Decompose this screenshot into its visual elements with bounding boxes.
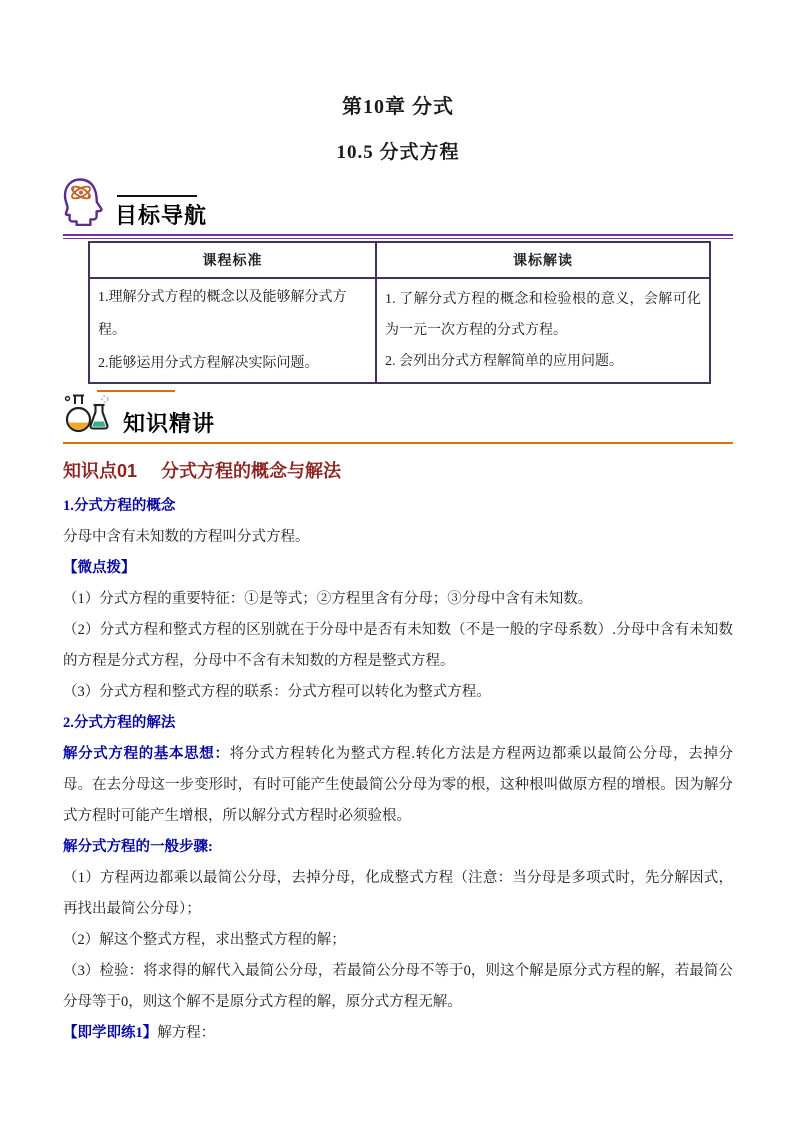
tip-item: （1）分式方程的重要特征：①是等式；②方程里含有分母；③分母中含有未知数。 <box>63 591 593 607</box>
step-item: （3）检验：将求得的解代入最简公分母，若最简公分母不等于0，则这个解是原分式方程的解，若最简公分母等于0，则这个解不是原分式方程的解，原分式方程无解。 <box>63 963 733 1010</box>
standards-cell <box>89 278 376 383</box>
goals-col-interpretation-header: 课标解读 <box>376 242 710 278</box>
goals-table <box>88 241 711 384</box>
banner-overline <box>117 195 197 197</box>
orange-divider <box>63 442 733 444</box>
banner-overline-orange <box>97 390 175 392</box>
purple-divider <box>63 234 733 239</box>
goals-banner-title: 目标导航 <box>115 203 208 228</box>
goals-banner <box>63 178 733 239</box>
knowledge-content <box>63 491 733 1049</box>
step-item: （2）解这个整式方程，求出整式方程的解； <box>63 932 346 948</box>
knowledge-point-title: 分式方程的概念与解法 <box>161 461 342 481</box>
knowledge-banner-title: 知识精讲 <box>123 411 216 436</box>
section-title: 10.5 分式方程 <box>336 142 460 163</box>
concept-heading: 1.分式方程的概念 <box>63 498 176 514</box>
method-heading: 2.分式方程的解法 <box>63 715 176 731</box>
tip-item: （2）分式方程和整式方程的区别就在于分母中是否有未知数（不是一般的字母系数）.分母中含有未知数的方程是分式方程，分母中不含有未知数的方程是整式方程。 <box>63 622 733 669</box>
basic-idea-text: 将分式方程转化为整式方程.转化方法是方程两边都乘以最简公分母，去掉分母。在去分母这一步变形时，有时可能产生使最简公分母为零的根，这种根叫做原方程的增根。因为解分式方程时可能产生增根，所以解分式方程时必须验根。 <box>63 746 733 824</box>
practice-label: 【即学即练1】 <box>63 1025 158 1041</box>
interpretation-item: 1. 了解分式方程的概念和检验根的意义，会解可化为一元一次方程的分式方程。 <box>385 292 701 338</box>
basic-idea <box>63 739 733 832</box>
standards-item: 2.能够运用分式方程解决实际问题。 <box>98 356 319 371</box>
goals-col-standards-header: 课程标准 <box>89 242 376 278</box>
standards-item: 1.理解分式方程的概念以及能够解分式方程。 <box>98 290 347 338</box>
goals-table-body-row <box>89 278 710 383</box>
lab-flasks-icon <box>63 394 113 439</box>
knowledge-point-label: 知识点01 <box>63 461 138 481</box>
interpretation-item: 2. 会列出分式方程解简单的应用问题。 <box>385 354 623 369</box>
tip-heading: 【微点拨】 <box>63 560 136 576</box>
practice-line <box>63 1018 733 1049</box>
interpretation-cell <box>376 278 710 383</box>
basic-idea-label: 解分式方程的基本思想： <box>63 746 230 762</box>
goals-table-header-row <box>89 242 710 278</box>
practice-text: 解方程： <box>157 1025 216 1041</box>
tip-item: （3）分式方程和整式方程的联系：分式方程可以转化为整式方程。 <box>63 684 491 700</box>
chapter-title: 第10章 分式 <box>342 96 454 118</box>
step-item: （1）方程两边都乘以最简公分母，去掉分母，化成整式方程（注意：当分母是多项式时，先分解因式，再找出最简公分母）； <box>63 870 733 917</box>
knowledge-point-heading <box>63 457 733 485</box>
head-atom-icon <box>63 178 105 231</box>
concept-text: 分母中含有未知数的方程叫分式方程。 <box>63 529 310 545</box>
steps-heading: 解分式方程的一般步骤: <box>63 839 213 855</box>
knowledge-banner <box>63 390 733 444</box>
